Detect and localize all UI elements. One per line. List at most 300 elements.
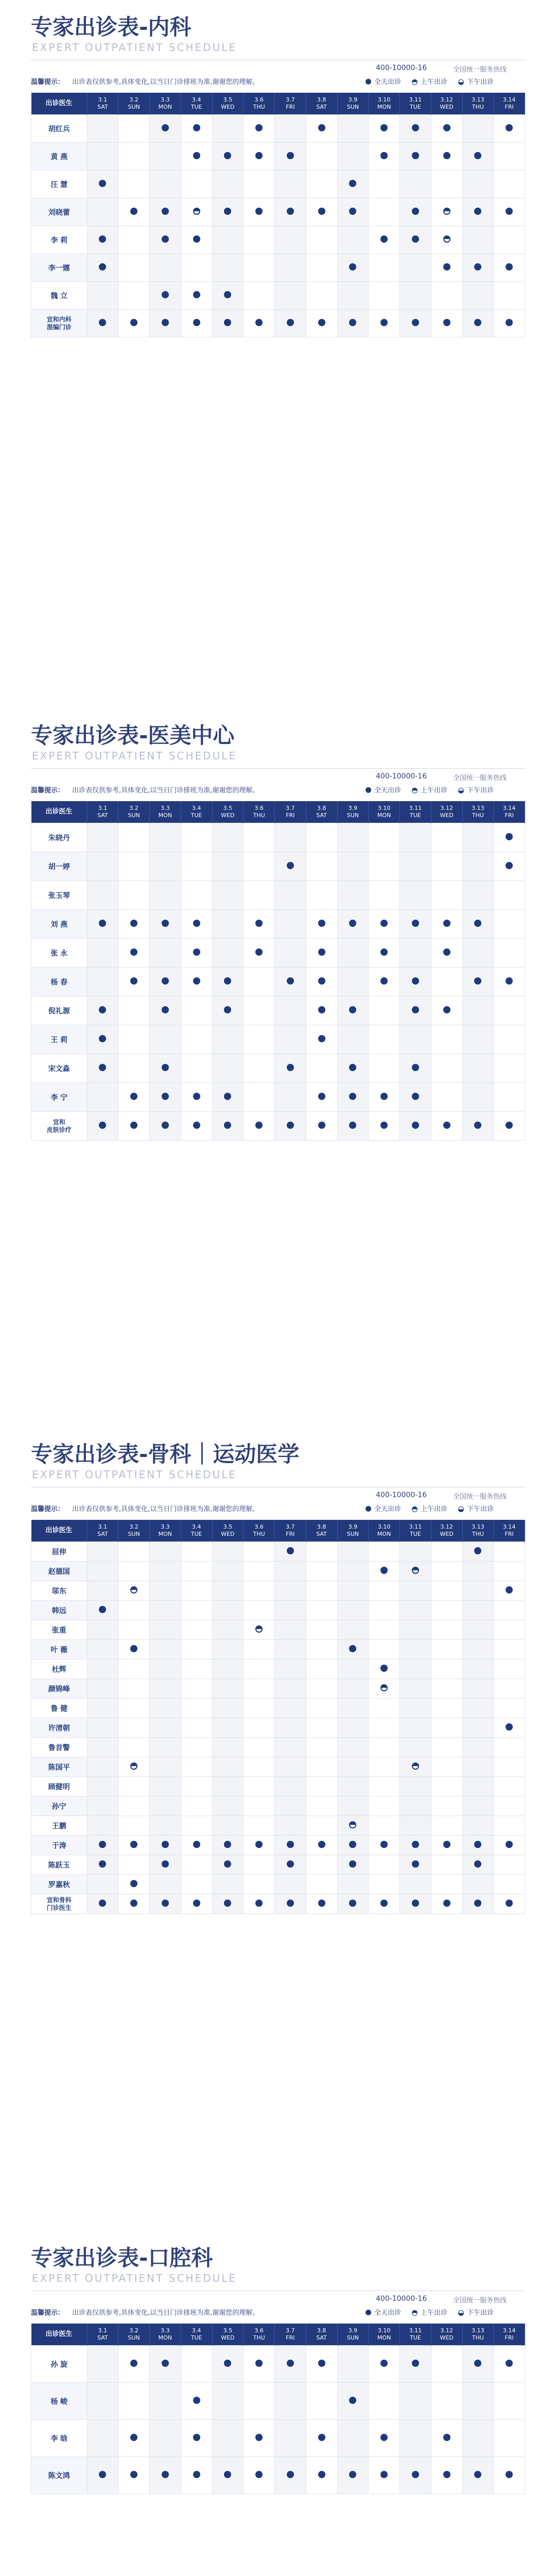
full-day-dot-icon — [474, 1900, 481, 1907]
schedule-cell — [118, 2457, 150, 2494]
full-day-dot-icon — [349, 263, 356, 270]
schedule-cell — [431, 1757, 462, 1777]
schedule-cell — [118, 254, 150, 282]
schedule-cell — [462, 1757, 494, 1777]
date-column-header — [369, 2324, 400, 2346]
full-day-dot-icon — [380, 2434, 388, 2441]
date-column-header — [306, 93, 337, 115]
weekday-label: WED — [440, 104, 454, 110]
full-day-dot-icon — [318, 1900, 325, 1907]
section-title: 专家出诊表-骨科｜运动医学 — [31, 1442, 300, 1467]
full-day-dot-icon — [162, 920, 169, 927]
full-day-dot-icon — [193, 1093, 200, 1100]
weekday-label: MON — [158, 2334, 172, 2341]
schedule-cell — [369, 1718, 400, 1738]
schedule-cell — [369, 310, 400, 337]
schedule-cell — [150, 2457, 181, 2494]
weekday-label: SAT — [316, 812, 327, 819]
schedule-cell — [181, 1777, 212, 1797]
doctor-row — [31, 1054, 525, 1083]
full-day-dot-icon — [287, 977, 294, 985]
schedule-cell — [494, 1894, 525, 1914]
schedule-cell — [150, 1562, 181, 1581]
schedule-cell — [275, 310, 306, 337]
schedule-cell — [494, 1777, 525, 1797]
legend-full-day — [366, 2307, 401, 2317]
morning-dot-icon — [412, 1762, 419, 1770]
legend-label: 全天出诊 — [374, 787, 402, 794]
full-day-dot-icon — [99, 263, 106, 270]
full-day-dot-icon — [162, 2471, 169, 2478]
legend-label: 上午出诊 — [421, 2309, 448, 2317]
schedule-cell — [275, 996, 306, 1025]
schedule-cell — [212, 881, 244, 910]
date-column-header — [369, 801, 400, 823]
schedule-cell — [181, 881, 212, 910]
half-dot-icon — [458, 1506, 464, 1512]
schedule-cell — [181, 1640, 212, 1659]
schedule-cell — [87, 1025, 118, 1054]
schedule-cell — [244, 2457, 275, 2494]
date-label: 3.8 — [317, 2327, 326, 2334]
schedule-cell — [431, 143, 462, 171]
schedule-cell — [462, 254, 494, 282]
doctor-row — [31, 852, 525, 881]
schedule-cell — [462, 282, 494, 310]
full-day-dot-icon — [474, 920, 481, 927]
schedule-cell — [494, 1025, 525, 1054]
full-day-dot-icon — [193, 1900, 200, 1907]
doctor-name: 张重 — [31, 1620, 88, 1640]
schedule-cell — [150, 996, 181, 1025]
schedule-cell — [212, 910, 244, 939]
schedule-cell — [306, 2383, 337, 2420]
schedule-cell — [181, 1679, 212, 1699]
date-label: 3.6 — [254, 805, 264, 811]
schedule-cell — [431, 310, 462, 337]
schedule-cell — [337, 1562, 369, 1581]
schedule-cell — [462, 1083, 494, 1112]
date-label: 3.8 — [317, 96, 326, 103]
schedule-cell — [462, 939, 494, 968]
full-day-dot-icon — [193, 2434, 200, 2441]
weekday-label: WED — [440, 2334, 454, 2341]
schedule-cell — [306, 1112, 337, 1141]
schedule-cell — [400, 2420, 431, 2457]
schedule-cell — [87, 2457, 118, 2494]
schedule-cell — [494, 2346, 525, 2383]
doctor-row — [31, 282, 525, 310]
schedule-cell — [87, 823, 118, 852]
weekday-label: SAT — [316, 104, 327, 110]
schedule-cell — [431, 910, 462, 939]
schedule-cell — [181, 254, 212, 282]
schedule-cell — [118, 881, 150, 910]
schedule-cell — [244, 1777, 275, 1797]
legend-full-day — [366, 76, 401, 86]
weekday-label: THU — [472, 812, 484, 819]
date-label: 3.4 — [192, 96, 201, 103]
full-day-dot-icon — [193, 319, 200, 326]
weekday-label: FRI — [505, 1531, 514, 1537]
date-column-header — [275, 93, 306, 115]
date-column-header — [337, 801, 369, 823]
legend-morning — [412, 2307, 447, 2317]
schedule-cell — [244, 968, 275, 996]
schedule-cell — [431, 996, 462, 1025]
schedule-cell — [87, 968, 118, 996]
schedule-cell — [337, 1855, 369, 1875]
schedule-cell — [337, 823, 369, 852]
weekday-label: TUE — [190, 2334, 202, 2341]
doctor-row — [31, 1738, 525, 1757]
full-day-dot-icon — [130, 948, 137, 956]
full-day-dot-icon — [130, 1880, 137, 1887]
date-column-header — [244, 2324, 275, 2346]
date-column-header — [494, 1520, 525, 1542]
schedule-cell — [431, 852, 462, 881]
schedule-cell — [118, 1620, 150, 1640]
date-label: 3.5 — [223, 96, 233, 103]
schedule-cell — [494, 939, 525, 968]
date-column-header — [181, 801, 212, 823]
schedule-cell — [462, 1679, 494, 1699]
full-day-dot-icon — [162, 1860, 169, 1868]
weekday-label: TUE — [410, 812, 421, 819]
schedule-cell — [275, 2457, 306, 2494]
schedule-cell — [87, 881, 118, 910]
full-day-dot-icon — [99, 1860, 106, 1868]
schedule-cell — [400, 1112, 431, 1141]
full-day-dot-icon — [287, 1860, 294, 1868]
full-day-dot-icon — [443, 152, 450, 159]
date-label: 3.6 — [254, 96, 264, 103]
schedule-cell — [494, 1816, 525, 1836]
schedule-cell — [275, 1620, 306, 1640]
schedule-cell — [275, 881, 306, 910]
full-day-dot-icon — [380, 235, 388, 243]
schedule-cell — [150, 143, 181, 171]
schedule-cell — [181, 1699, 212, 1718]
schedule-cell — [181, 910, 212, 939]
doctor-name: 孙 旋 — [31, 2346, 88, 2383]
half-dot-icon — [412, 2310, 418, 2316]
schedule-cell — [118, 910, 150, 939]
schedule-cell — [494, 1562, 525, 1581]
schedule-cell — [118, 1875, 150, 1894]
schedule-cell — [462, 1025, 494, 1054]
schedule-cell — [275, 1025, 306, 1054]
full-day-dot-icon — [193, 1841, 200, 1848]
full-day-dot-icon — [318, 1006, 325, 1013]
schedule-cell — [181, 115, 212, 143]
date-column-header — [431, 2324, 462, 2346]
schedule-cell — [87, 1112, 118, 1141]
schedule-cell — [400, 1836, 431, 1855]
weekday-label: WED — [221, 812, 235, 819]
schedule-cell — [150, 254, 181, 282]
schedule-cell — [212, 1718, 244, 1738]
schedule-cell — [87, 2420, 118, 2457]
schedule-cell — [212, 1855, 244, 1875]
schedule-cell — [87, 143, 118, 171]
weekday-label: FRI — [505, 812, 514, 819]
full-day-dot-icon — [474, 1122, 481, 1129]
schedule-cell — [400, 1542, 431, 1562]
full-day-dot-icon — [349, 180, 356, 187]
doctor-row — [31, 310, 525, 337]
schedule-cell — [275, 939, 306, 968]
doctor-column-header: 出诊医生 — [31, 801, 88, 823]
full-day-dot-icon — [287, 1122, 294, 1129]
date-label: 3.6 — [254, 1523, 264, 1530]
full-day-dot-icon — [380, 1900, 388, 1907]
hotline-number: 400-10000-16 — [376, 772, 427, 781]
schedule-cell — [150, 939, 181, 968]
notice-text: 出诊表仅供参考,具体变化,以当日门诊排班为准,谢谢您的理解。 — [72, 787, 259, 794]
schedule-cell — [87, 115, 118, 143]
full-day-dot-icon — [99, 1841, 106, 1848]
full-day-dot-icon — [287, 1841, 294, 1848]
schedule-cell — [494, 115, 525, 143]
schedule-cell — [87, 1640, 118, 1659]
schedule-cell — [275, 226, 306, 254]
date-column-header — [150, 1520, 181, 1542]
schedule-cell — [212, 968, 244, 996]
schedule-cell — [462, 226, 494, 254]
date-label: 3.5 — [223, 2327, 233, 2334]
schedule-cell — [337, 1777, 369, 1797]
doctor-row — [31, 1816, 525, 1836]
schedule-cell — [275, 1562, 306, 1581]
schedule-cell — [462, 996, 494, 1025]
schedule-cell — [337, 254, 369, 282]
full-day-dot-icon — [349, 1841, 356, 1848]
section-title: 专家出诊表-医美中心 — [31, 723, 235, 748]
doctor-row — [31, 1083, 525, 1112]
schedule-cell — [212, 1112, 244, 1141]
schedule-cell — [244, 1797, 275, 1816]
schedule-cell — [337, 1679, 369, 1699]
schedule-cell — [244, 1562, 275, 1581]
full-day-dot-icon — [443, 263, 450, 270]
full-day-dot-icon — [162, 291, 169, 298]
schedule-table — [31, 1520, 525, 1914]
legend-morning — [412, 785, 447, 794]
schedule-cell — [494, 1542, 525, 1562]
schedule-cell — [306, 968, 337, 996]
schedule-cell — [150, 1875, 181, 1894]
full-day-dot-icon — [255, 2434, 263, 2441]
schedule-cell — [337, 1581, 369, 1601]
schedule-cell — [87, 1738, 118, 1757]
schedule-cell — [431, 1718, 462, 1738]
schedule-table — [31, 93, 525, 337]
schedule-cell — [150, 2420, 181, 2457]
schedule-cell — [150, 1855, 181, 1875]
schedule-cell — [150, 910, 181, 939]
weekday-label: SUN — [346, 812, 359, 819]
doctor-row — [31, 2346, 525, 2383]
hotline-number: 400-10000-16 — [376, 1491, 427, 1499]
full-day-dot-icon — [474, 2471, 481, 2478]
schedule-cell — [181, 226, 212, 254]
date-label: 3.9 — [348, 805, 358, 811]
schedule-cell — [462, 1855, 494, 1875]
schedule-cell — [400, 1562, 431, 1581]
schedule-cell — [337, 881, 369, 910]
doctor-row — [31, 1581, 525, 1601]
date-column-header — [494, 93, 525, 115]
schedule-cell — [244, 1679, 275, 1699]
full-day-dot-icon — [318, 2471, 325, 2478]
schedule-cell — [400, 1855, 431, 1875]
date-column-header — [87, 93, 118, 115]
doctor-name: 宜和骨科 门诊医生 — [31, 1894, 88, 1914]
schedule-cell — [118, 1054, 150, 1083]
schedule-cell — [431, 881, 462, 910]
schedule-cell — [150, 1601, 181, 1620]
schedule-cell — [306, 852, 337, 881]
date-column-header — [400, 2324, 431, 2346]
schedule-cell — [181, 1112, 212, 1141]
table-header — [31, 801, 525, 823]
schedule-cell — [306, 171, 337, 198]
schedule-cell — [118, 1699, 150, 1718]
schedule-cell — [118, 2420, 150, 2457]
schedule-cell — [337, 852, 369, 881]
schedule-cell — [431, 226, 462, 254]
legend-label: 下午出诊 — [467, 1505, 494, 1513]
full-day-dot-icon — [412, 1860, 419, 1868]
weekday-label: WED — [221, 1531, 235, 1537]
full-day-dot-icon — [193, 235, 200, 243]
date-label: 3.11 — [409, 2327, 422, 2334]
schedule-cell — [400, 1875, 431, 1894]
schedule-cell — [275, 1855, 306, 1875]
schedule-cell — [306, 1659, 337, 1679]
full-day-dot-icon — [349, 208, 356, 215]
date-column-header — [275, 801, 306, 823]
date-column-header — [462, 1520, 494, 1542]
full-day-dot-icon — [443, 920, 450, 927]
schedule-cell — [212, 1659, 244, 1679]
schedule-cell — [150, 1894, 181, 1914]
schedule-cell — [181, 1581, 212, 1601]
schedule-cell — [150, 1757, 181, 1777]
full-day-dot-icon — [506, 1586, 513, 1594]
doctor-name: 杨 峻 — [31, 2383, 88, 2420]
date-column-header — [306, 2324, 337, 2346]
schedule-cell — [118, 310, 150, 337]
legend-label: 下午出诊 — [467, 2309, 494, 2317]
schedule-cell — [306, 282, 337, 310]
schedule-cell — [150, 1738, 181, 1757]
full-day-dot-icon — [130, 1122, 137, 1129]
doctor-row — [31, 1542, 525, 1562]
schedule-cell — [150, 1112, 181, 1141]
date-label: 3.7 — [286, 2327, 295, 2334]
schedule-cell — [150, 823, 181, 852]
schedule-cell — [150, 1797, 181, 1816]
schedule-cell — [244, 282, 275, 310]
schedule-cell — [275, 1679, 306, 1699]
schedule-cell — [462, 1738, 494, 1757]
schedule-cell — [494, 1083, 525, 1112]
schedule-cell — [181, 1757, 212, 1777]
half-dot-icon — [458, 79, 464, 85]
schedule-cell — [181, 1797, 212, 1816]
schedule-cell — [431, 282, 462, 310]
full-day-dot-icon — [193, 1122, 200, 1129]
date-column-header — [400, 1520, 431, 1542]
full-day-dot-icon — [506, 977, 513, 985]
full-day-dot-icon — [99, 920, 106, 927]
schedule-cell — [87, 1679, 118, 1699]
schedule-cell — [118, 1542, 150, 1562]
date-column-header — [462, 93, 494, 115]
date-label: 3.8 — [317, 1523, 326, 1530]
section-subtitle: EXPERT OUTPATIENT SCHEDULE — [32, 2272, 237, 2284]
schedule-cell — [181, 823, 212, 852]
doctor-name: 张玉琴 — [31, 881, 88, 910]
schedule-cell — [244, 1718, 275, 1738]
schedule-cell — [150, 282, 181, 310]
full-day-dot-icon — [255, 1122, 263, 1129]
doctor-name: 韩远 — [31, 1601, 88, 1620]
doctor-name: 顾健明 — [31, 1777, 88, 1797]
date-column-header — [337, 2324, 369, 2346]
schedule-cell — [87, 2383, 118, 2420]
full-day-dot-icon — [412, 920, 419, 927]
doctor-row — [31, 1562, 525, 1581]
full-day-dot-icon — [506, 319, 513, 326]
full-day-dot-icon — [318, 2360, 325, 2367]
schedule-cell — [369, 1836, 400, 1855]
schedule-cell — [118, 1757, 150, 1777]
schedule-cell — [431, 2346, 462, 2383]
schedule-cell — [87, 910, 118, 939]
schedule-cell — [181, 1659, 212, 1679]
weekday-label: SUN — [346, 104, 359, 110]
full-day-dot-icon — [443, 948, 450, 956]
schedule-cell — [337, 2346, 369, 2383]
legend-afternoon — [458, 2307, 494, 2317]
date-label: 3.1 — [98, 805, 108, 811]
full-dot-icon — [366, 1506, 371, 1512]
full-day-dot-icon — [318, 319, 325, 326]
schedule-cell — [212, 852, 244, 881]
doctor-name: 宋文淼 — [31, 1054, 88, 1083]
full-day-dot-icon — [287, 2471, 294, 2478]
schedule-cell — [181, 143, 212, 171]
schedule-cell — [462, 1620, 494, 1640]
schedule-cell — [275, 254, 306, 282]
schedule-cell — [118, 1738, 150, 1757]
schedule-cell — [400, 1640, 431, 1659]
schedule-cell — [244, 2420, 275, 2457]
full-day-dot-icon — [349, 1860, 356, 1868]
weekday-label: MON — [377, 104, 391, 110]
schedule-cell — [275, 2383, 306, 2420]
doctor-name: 刘晓蕾 — [31, 198, 88, 226]
schedule-cell — [431, 1777, 462, 1797]
schedule-cell — [494, 1855, 525, 1875]
schedule-cell — [306, 1025, 337, 1054]
schedule-cell — [306, 115, 337, 143]
schedule-cell — [337, 1640, 369, 1659]
schedule-cell — [462, 1718, 494, 1738]
